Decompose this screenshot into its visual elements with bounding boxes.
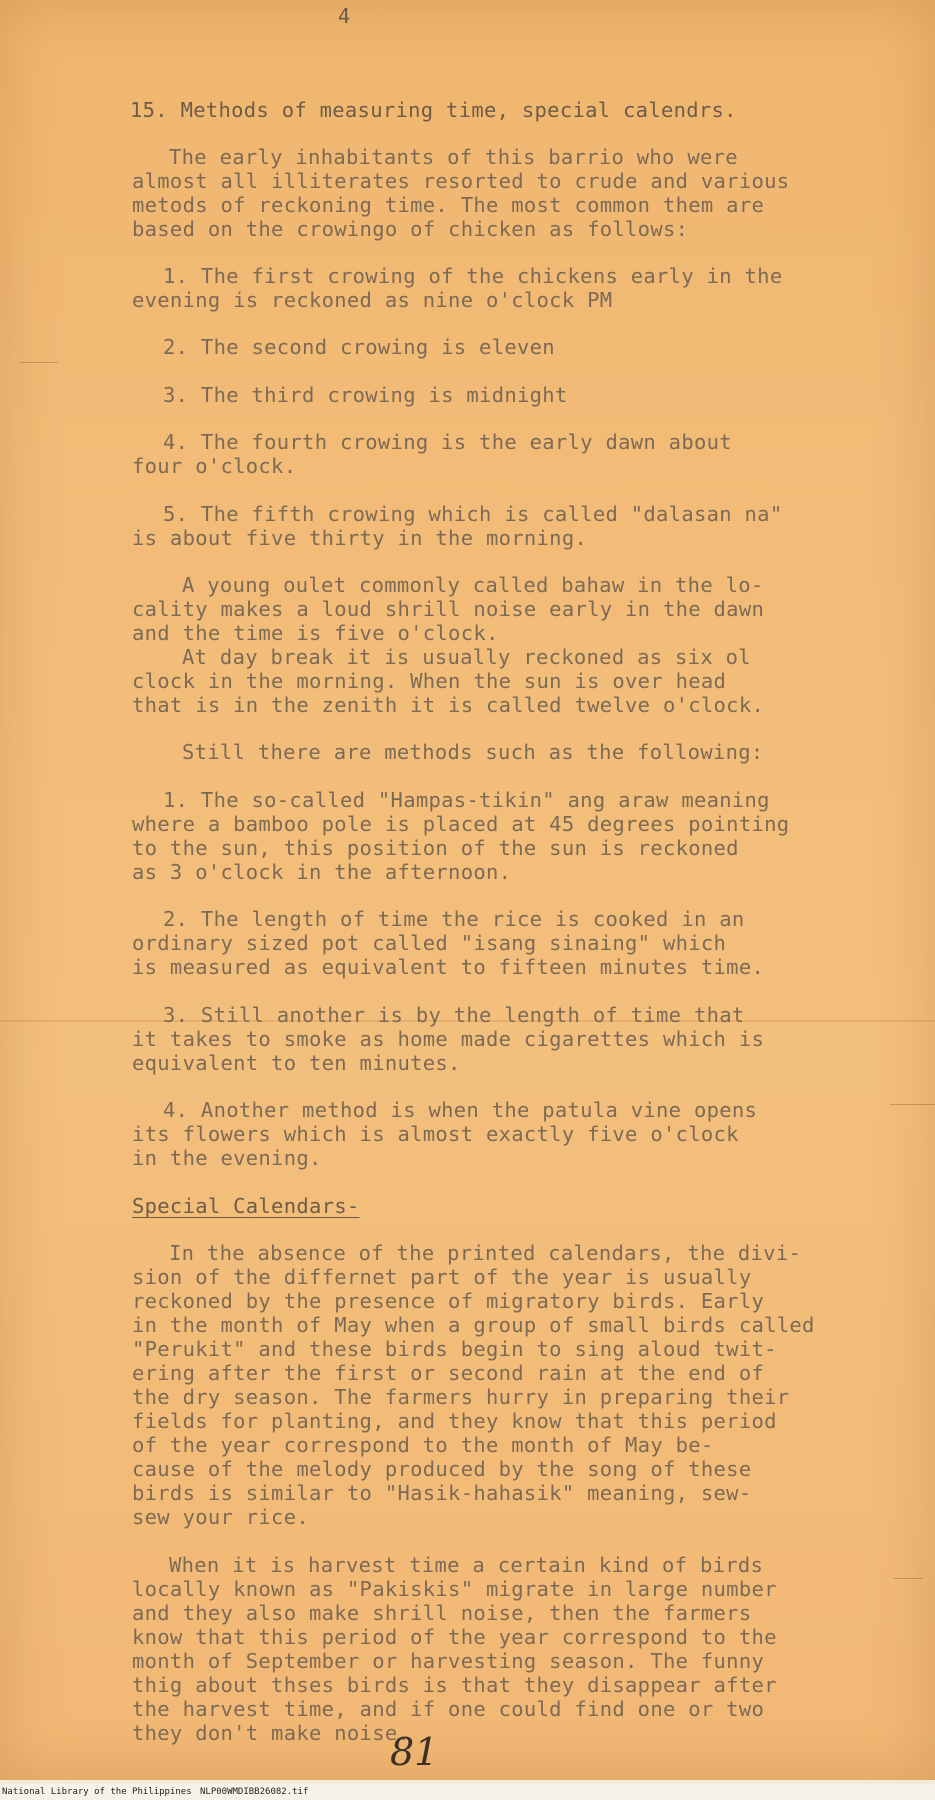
text-line: sew your rice. <box>132 1505 309 1529</box>
text-line: month of September or harvesting season. The funny <box>132 1649 765 1673</box>
section-title: 15. Methods of measuring time, special calendrs. <box>130 98 737 122</box>
text-line: 5. The fifth crowing which is called "dalasan na" <box>163 502 783 526</box>
text-line: the dry season. The farmers hurry in preparing their <box>132 1385 790 1409</box>
library-credit: National Library of the Philippines <box>2 1787 192 1797</box>
text-line: The early inhabitants of this barrio who were <box>169 145 738 169</box>
margin-mark <box>893 1578 923 1579</box>
text-line: In the absence of the printed calendars, the divi- <box>169 1241 802 1265</box>
text-line: 1. The first crowing of the chickens early in the <box>163 264 783 288</box>
text-line: four o'clock. <box>132 454 297 478</box>
text-line: 1. The so-called "Hampas-tikin" ang araw meaning <box>163 788 770 812</box>
handwritten-page-number: 81 <box>390 1730 439 1774</box>
text-line: 2. The second crowing is eleven <box>163 335 555 359</box>
text-line: A young oulet commonly called bahaw in the lo- <box>182 573 764 597</box>
text-line: almost all illiterates resorted to crude and various <box>132 169 790 193</box>
text-line: is measured as equivalent to fifteen minutes time. <box>132 955 765 979</box>
text-line: evening is reckoned as nine o'clock PM <box>132 288 613 312</box>
text-line: Still there are methods such as the following: <box>182 740 764 764</box>
text-line: the harvest time, and if one could find one or two <box>132 1697 765 1721</box>
text-line: When it is harvest time a certain kind of birds <box>169 1553 764 1577</box>
calendars-title: Special Calendars- <box>132 1194 360 1218</box>
text-line: thig about thses birds is that they disappear after <box>132 1673 777 1697</box>
text-line: metods of reckoning time. The most common them are <box>132 193 765 217</box>
text-line: that is in the zenith it is called twelve o'clock. <box>132 693 765 717</box>
text-line: in the evening. <box>132 1146 322 1170</box>
text-line: is about five thirty in the morning. <box>132 526 588 550</box>
text-line: 3. Still another is by the length of time that <box>163 1003 745 1027</box>
text-line: and they also make shrill noise, then the farmers <box>132 1601 752 1625</box>
text-line: where a bamboo pole is placed at 45 degrees pointing <box>132 812 790 836</box>
page-number: 4 <box>338 4 351 28</box>
text-line: At day break it is usually reckoned as six ol <box>182 645 751 669</box>
text-line: 2. The length of time the rice is cooked in an <box>163 907 745 931</box>
text-line: fields for planting, and they know that this period <box>132 1409 777 1433</box>
text-line: equivalent to ten minutes. <box>132 1051 461 1075</box>
text-line: ordinary sized pot called "isang sinaing" which <box>132 931 727 955</box>
text-line: clock in the morning. When the sun is over head <box>132 669 727 693</box>
text-line: sion of the differnet part of the year is usually <box>132 1265 752 1289</box>
text-line: to the sun, this position of the sun is reckoned <box>132 836 739 860</box>
text-line: birds is similar to "Hasik-hahasik" meaning, sew- <box>132 1481 752 1505</box>
text-line: know that this period of the year correspond to the <box>132 1625 777 1649</box>
text-line: cality makes a loud shrill noise early in the dawn <box>132 597 765 621</box>
text-line: ering after the first or second rain at the end of <box>132 1361 765 1385</box>
text-line: and the time is five o'clock. <box>132 621 499 645</box>
text-line: as 3 o'clock in the afternoon. <box>132 860 512 884</box>
margin-mark <box>20 362 58 363</box>
text-line: it takes to smoke as home made cigarettes which is <box>132 1027 765 1051</box>
file-name: NLP00WMDIBB26082.tif <box>200 1787 309 1797</box>
text-line: cause of the melody produced by the song of these <box>132 1457 752 1481</box>
text-line: 4. Another method is when the patula vine opens <box>163 1098 758 1122</box>
text-line: in the month of May when a group of small birds called <box>132 1313 815 1337</box>
text-line: 4. The fourth crowing is the early dawn about <box>163 430 732 454</box>
text-line: reckoned by the presence of migratory birds. Early <box>132 1289 765 1313</box>
margin-mark <box>890 1104 935 1105</box>
text-line: of the year correspond to the month of May be- <box>132 1433 714 1457</box>
text-line: its flowers which is almost exactly five o'clock <box>132 1122 739 1146</box>
text-line: based on the crowingo of chicken as follows: <box>132 217 689 241</box>
text-line: 3. The third crowing is midnight <box>163 383 568 407</box>
text-line: "Perukit" and these birds begin to sing aloud twit- <box>132 1337 777 1361</box>
scan-footer <box>0 1784 935 1800</box>
text-line: locally known as "Pakiskis" migrate in large number <box>132 1577 777 1601</box>
text-line: they don't make noise. <box>132 1721 411 1745</box>
